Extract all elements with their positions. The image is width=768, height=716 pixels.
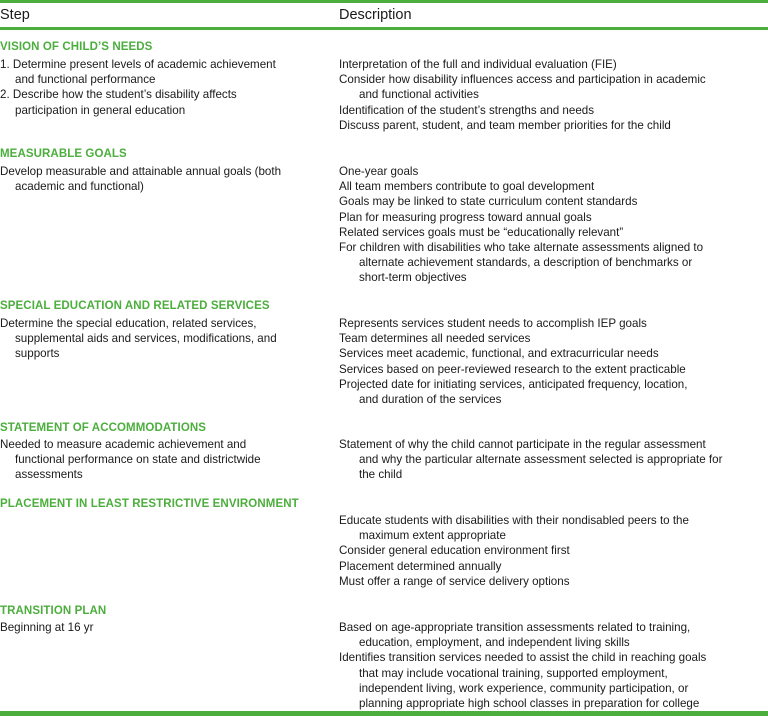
bottom-rule	[0, 711, 768, 716]
section-title-vision: VISION OF CHILD’S NEEDS	[0, 41, 153, 53]
desc-line: Related services goals must be “educationally relevant”	[339, 225, 624, 239]
section-desc-services	[339, 316, 759, 407]
desc-line: Projected date for initiating services, anticipated frequency, location,	[339, 377, 688, 391]
top-rule	[0, 0, 768, 3]
desc-line: and why the particular alternate assessment selected is appropriate for	[359, 453, 723, 467]
desc-line: short-term objectives	[359, 271, 467, 285]
step-line: 2. Describe how the student’s disability affects	[0, 88, 237, 102]
section-step-services	[0, 316, 332, 362]
section-step-goals	[0, 164, 332, 194]
step-line: and functional performance	[15, 73, 156, 87]
desc-line: Must offer a range of service delivery options	[339, 574, 570, 588]
desc-line: education, employment, and independent living skills	[359, 636, 630, 650]
section-title-placement: PLACEMENT IN LEAST RESTRICTIVE ENVIRONMENT	[0, 498, 299, 510]
step-line: Beginning at 16 yr	[0, 621, 94, 634]
desc-line: that may include vocational training, supported employment,	[359, 666, 668, 680]
desc-line: For children with disabilities who take alternate assessments aligned to	[339, 241, 704, 255]
section-step-accommodations	[0, 437, 332, 483]
desc-line: Interpretation of the full and individual evaluation (FIE)	[339, 58, 617, 71]
step-line: supports	[15, 347, 60, 361]
desc-line: the child	[359, 468, 403, 482]
desc-line: Statement of why the child cannot participate in the regular assessment	[339, 438, 706, 451]
step-line: Determine the special education, related services,	[0, 317, 257, 330]
section-desc-transition	[339, 620, 759, 711]
desc-line: alternate achievement standards, a description of benchmarks or	[359, 256, 693, 270]
desc-line: All team members contribute to goal development	[339, 180, 595, 194]
section-title-goals: MEASURABLE GOALS	[0, 148, 127, 160]
desc-line: Placement determined annually	[339, 559, 502, 573]
step-line: supplemental aids and services, modifications, and	[15, 332, 277, 346]
section-desc-vision	[339, 57, 759, 133]
step-line: Develop measurable and attainable annual goals (both	[0, 165, 282, 178]
section-step-vision	[0, 57, 332, 118]
step-line: participation in general education	[15, 103, 186, 117]
step-line: functional performance on state and districtwide	[15, 453, 261, 467]
desc-line: Team determines all needed services	[339, 332, 531, 346]
section-desc-goals	[339, 164, 759, 286]
section-title-transition: TRANSITION PLAN	[0, 605, 107, 617]
desc-line: and duration of the services	[359, 393, 502, 407]
desc-line: and functional activities	[359, 88, 479, 102]
column-header-description: Description	[339, 7, 412, 23]
section-step-transition	[0, 620, 332, 635]
step-line: Needed to measure academic achievement and	[0, 438, 247, 451]
step-line: 1. Determine present levels of academic achievement	[0, 58, 276, 71]
section-desc-placement	[339, 513, 759, 589]
desc-line: independent living, work experience, community participation, or	[359, 681, 689, 695]
desc-line: Consider how disability influences access and participation in academic	[339, 73, 706, 87]
desc-line: Consider general education environment first	[339, 544, 570, 558]
desc-line: Goals may be linked to state curriculum content standards	[339, 195, 638, 209]
section-desc-accommodations	[339, 437, 759, 483]
desc-line: One-year goals	[339, 165, 419, 178]
desc-line: Discuss parent, student, and team member priorities for the child	[339, 118, 671, 132]
desc-line: Educate students with disabilities with their nondisabled peers to the	[339, 514, 689, 527]
section-title-accommodations: STATEMENT OF ACCOMMODATIONS	[0, 422, 207, 434]
section-title-services: SPECIAL EDUCATION AND RELATED SERVICES	[0, 300, 270, 312]
step-line: academic and functional)	[15, 180, 144, 194]
desc-line: Services based on peer-reviewed research to the extent practicable	[339, 362, 686, 376]
desc-line: planning appropriate high school classes in preparation for college	[359, 697, 700, 711]
header-rule	[0, 27, 768, 30]
desc-line: Plan for measuring progress toward annual goals	[339, 210, 592, 224]
desc-line: Represents services student needs to accomplish IEP goals	[339, 317, 647, 330]
desc-line: Services meet academic, functional, and extracurricular needs	[339, 347, 659, 361]
desc-line: Based on age-appropriate transition assessments related to training,	[339, 621, 691, 634]
step-line: assessments	[15, 468, 83, 482]
desc-line: Identifies transition services needed to assist the child in reaching goals	[339, 651, 707, 665]
desc-line: Identification of the student’s strengths and needs	[339, 103, 595, 117]
column-header-step: Step	[0, 7, 30, 23]
desc-line: maximum extent appropriate	[359, 529, 506, 543]
